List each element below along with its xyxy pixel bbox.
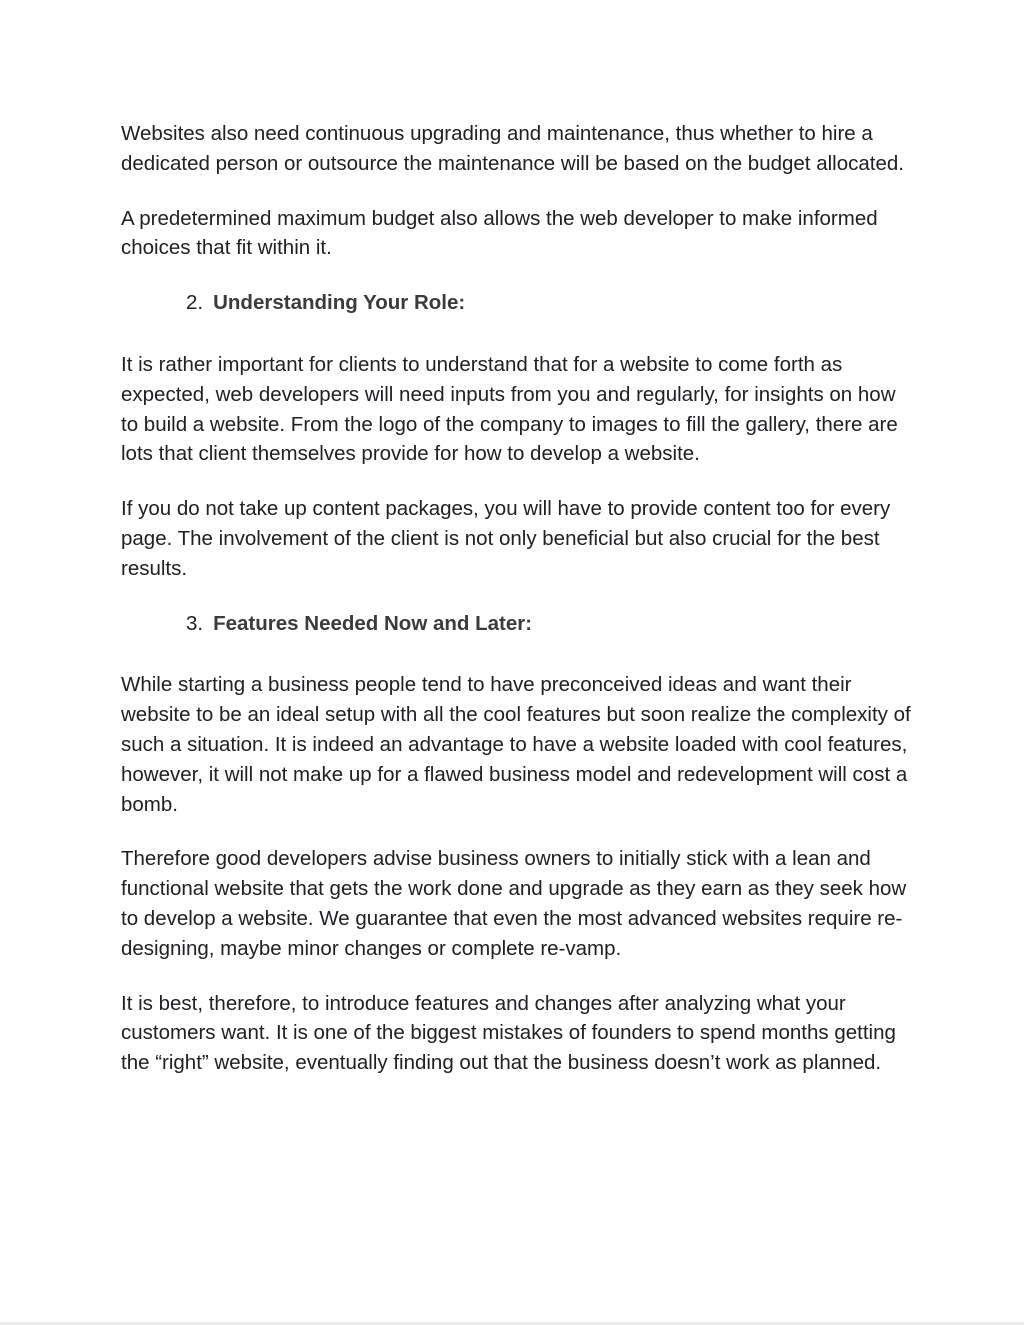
paragraph: It is rather important for clients to understand that for a website to come forth as expected, web developers will need inputs from you and regularly, for insights on how to build a website. From the logo of the company to images to fill the gallery, there are lots that client themselves provide for how to develop a website. — [121, 352, 898, 466]
paragraph: While starting a business people tend to have preconceived ideas and want their website to be an ideal setup with all the cool features but soon realize the complexity of such a situation. It is indeed an advantage to have a website loaded with cool features, however, it will not make up for a flawed business model and redevelopment will cost a bomb. — [121, 673, 911, 816]
section-heading-features-needed — [186, 609, 911, 639]
document-body — [121, 119, 911, 1103]
paragraph: If you do not take up content packages, you will have to provide content too for every page. The involvement of the client is not only beneficial but also crucial for the best results. — [121, 497, 891, 580]
section-title: Features Needed Now and Later: — [213, 611, 533, 635]
section-number: 3. — [186, 611, 204, 635]
paragraph: It is best, therefore, to introduce features and changes after analyzing what your customers want. It is one of the biggest mistakes of founders to spend months getting the “right” website, eventually finding out that the business doesn’t work as planned. — [121, 991, 896, 1075]
paragraph: A predetermined maximum budget also allows the web developer to make informed choices that fit within it. — [121, 206, 878, 260]
section-number: 2. — [186, 291, 204, 315]
section-heading-understanding-your-role — [186, 288, 911, 318]
section-title: Understanding Your Role: — [213, 291, 466, 315]
paragraph: Websites also need continuous upgrading and maintenance, thus whether to hire a dedicated person or outsource the maintenance will be based on the budget allocated. — [121, 122, 904, 175]
paragraph: Therefore good developers advise business owners to initially stick with a lean and functional website that gets the work done and upgrade as they earn as they seek how to develop a website. We guarantee that even the most advanced websites require re-designing, maybe minor changes or complete re-vamp. — [121, 847, 907, 960]
